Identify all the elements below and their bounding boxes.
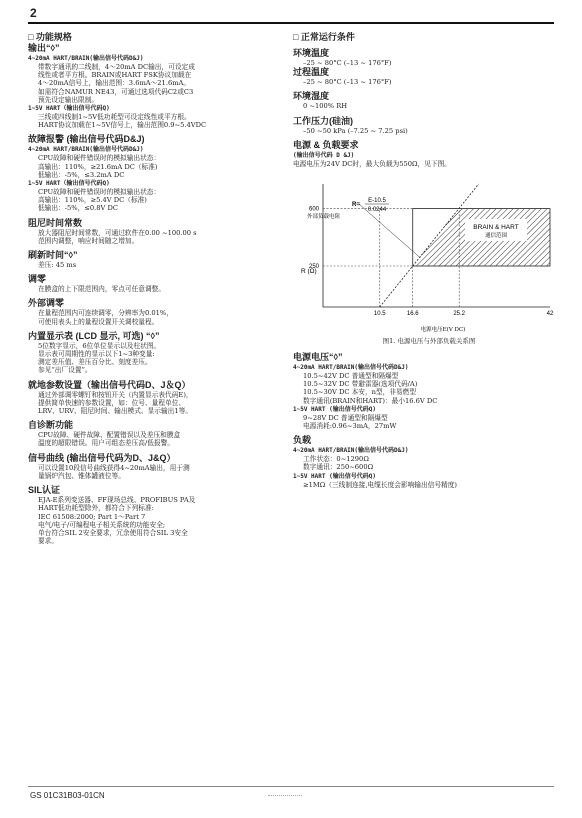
y-axis-title: R (Ω) [301, 268, 317, 276]
body-line: 线性或者平方根。BRAIN或HART FSK协议加载在 [38, 71, 192, 80]
section-heading: □ 功能规格 [28, 32, 72, 42]
body-line: 工作状态：0~1290Ω [303, 455, 369, 464]
body-line: 温度的超限错误。用户可组态差压高/低报警。 [38, 439, 175, 448]
x-tick-label: 42 [546, 311, 554, 318]
body-line: LRV、URV、阻尼时间、输出模式、显示输出1等。 [38, 407, 192, 416]
proc-title: 过程温度 [293, 67, 330, 78]
body-line: 测定差压值、差压百分比、刻度差压。 [38, 358, 152, 367]
body-line: CPU故障、硬件故障、配置错误以及差压和膜盒 [38, 431, 181, 440]
body-line: 10.5~30V DC 本安，n型，非易燃型 [303, 388, 417, 397]
body-line: –25 ~ 80°C (–13 ~ 176°F) [303, 78, 392, 87]
fail-title: 故障报警 (输出信号代码D&J) [28, 134, 145, 145]
body-line: 差压: 45 ms [38, 261, 77, 270]
update-title: 刷新时间“◊” [28, 250, 78, 261]
subheading: 4~20mA HART/BRAIN(输出信号代码D&J) [293, 364, 409, 372]
subheading: (输出信号代码 D &J) [293, 151, 355, 159]
region-sublabel: 通信范围 [484, 233, 508, 240]
amb-title: 环境温度 [293, 48, 330, 58]
left-column [28, 32, 290, 545]
body-line: 参见“出厂设置”。 [38, 366, 92, 375]
body-line: 提供简单快速的参数设置，如：位号、量程单位、 [38, 398, 186, 407]
body-line: 显示表可周期性的显示以下1~3种变量: [38, 350, 155, 359]
load-chart [293, 174, 565, 334]
zero-title: 调零 [28, 274, 47, 285]
diag-title: 自诊断功能 [28, 420, 74, 431]
subheading: 4~20mA HART/BRAIN(输出信号代码D&J) [28, 146, 144, 154]
body-line: 要求。 [38, 537, 59, 546]
page-number: 2 [30, 6, 37, 20]
subheading: 1~5V HART（输出信号代码Q) [28, 180, 110, 188]
region-label: BRAIN & HART [473, 224, 519, 232]
formula-numerator: E-10.5 [368, 198, 386, 205]
body-line: HART协议加载在1~5V信号上，输出范围0.9~5.4VDC [38, 121, 207, 130]
y-tick-label: 250 [308, 264, 319, 271]
subheading: 1~5V HART（输出信号代码Q) [28, 105, 110, 113]
x-tick-label: 25.2 [453, 311, 466, 318]
body-line: 三线或四线制1~5V低功耗型可设定线性或平方根。 [38, 113, 191, 122]
press-title: 工作压力(硅油) [293, 115, 353, 126]
body-line: ≥1MΩ（三线制连接,电缆长度会影响输出信号精度) [303, 480, 458, 489]
body-line: –50 ~50 kPa (–7.25 ~ 7.25 psi) [303, 126, 408, 135]
body-line: 低输出：-5%，≤3.2mA DC [38, 170, 125, 179]
supply-title: 电源电压“◊” [293, 352, 343, 363]
body-line: 数字通讯：250~600Ω [303, 463, 374, 472]
body-line: 带数字通讯的二线制，4～20mA DC输出，可设定成 [38, 63, 195, 71]
y-tick-label: 600 [308, 206, 319, 213]
x-tick-label: 16.6 [406, 311, 419, 318]
subheading: 4~20mA HART/BRAIN(输出信号代码D&J) [293, 447, 409, 455]
body-line: 电气/电子/可编程电子相关系统的功能安全; [38, 520, 166, 529]
body-line: 10.5~42V DC 普通型和隔爆型 [303, 372, 399, 381]
body-line: 量锅炉汽包、锥体罐液位等。 [38, 471, 125, 480]
chart-caption: 图1. 电源电压与外部负载关系图 [382, 337, 476, 346]
body-line: CPU故障和硬件错误时的模拟输出状态： [38, 154, 161, 163]
body-line: 电源消耗:0.96~3mA，27mW [303, 422, 397, 431]
body-line: 高输出：110%，≥21.6mA DC（标准) [38, 162, 158, 171]
hum-title: 环境湿度 [293, 91, 330, 102]
y-side-label: 外部负载电阻 [307, 214, 341, 221]
body-line: 通过外部调零螺钉和按钮开关（内置显示表代码E)， [38, 390, 193, 399]
body-line: HART低功耗型除外，都符合下列标准: [38, 504, 154, 513]
ext-title: 外部调零 [28, 298, 65, 309]
body-line: 范围内调整，响应时间随之增加。 [38, 236, 139, 245]
body-line: 预先设定输出限制。 [38, 95, 99, 104]
x-tick-label: 10.5 [373, 311, 386, 318]
footer-rule [28, 786, 554, 787]
body-line: 如需符合NAMUR NE43，可通过选项代码C2或C3 [38, 87, 194, 96]
body-line: 0 ~100% RH [303, 102, 348, 111]
subheading: 1~5V HART (输出信号代码Q) [293, 405, 376, 413]
footer-doc-id: GS 01C31B03-01CN [30, 791, 105, 800]
local-title: 就地参数设置（输出信号代码D、J＆Q） [28, 379, 191, 390]
body-line: 在量程范围内可连续调零，分辨率为0.01%， [38, 309, 173, 318]
body-line: 4～20mA信号上，输出范围：3.6mA～21.6mA。 [38, 79, 191, 88]
body-line: 数字通讯(BRAIN和HART)：最小16.6V DC [303, 396, 438, 405]
body-line: 高输出：110%，≥5.4V DC（标准) [38, 196, 147, 205]
body-line: 在膜盒的上下限范围内，零点可任意调整。 [38, 285, 166, 294]
body-line: –25 ~ 80°C (–13 ~ 176°F) [303, 59, 392, 67]
body-line: 可以设置10段信号曲线获得4~20mA输出，用于测 [38, 463, 190, 472]
body-line: 9~28V DC 普通型和隔爆型 [303, 413, 388, 422]
body-line: 低输出：-5%，≤0.8V DC [38, 204, 118, 213]
top-rule [28, 22, 554, 24]
body-line: IEC 61508:2000; Part 1～Part 7 [38, 512, 146, 521]
right-column [293, 32, 565, 489]
body-line: 放大器阻尼时间常数，可通过软件在0.00 ~100.00 s [38, 228, 197, 237]
power-title: 电源 & 负载要求 [293, 139, 359, 150]
body-line: 5位数字显示，6位单位显示以及柱状图。 [38, 341, 161, 350]
formula-denominator: 0.0244 [367, 207, 387, 214]
load-title: 负载 [293, 435, 312, 446]
sil-title: SIL认证 [28, 485, 61, 496]
curve-title: 信号曲线 (输出信号代码为D、J&Q） [28, 452, 176, 463]
footer-dots [268, 795, 302, 796]
body-line: 可使用表头上的量程设置开关调校量程。 [38, 317, 159, 326]
damp-title: 阻尼时间常数 [28, 217, 83, 228]
output-title: 输出“◊” [28, 43, 60, 53]
body-line: CPU故障和硬件错误时的模拟输出状态： [38, 188, 161, 197]
x-axis-title: 电源电压E(V DC) [420, 327, 466, 334]
body-line: 电源电压为24V DC时，最大负载为550Ω，见下图。 [293, 159, 451, 168]
body-line: 10.5~32V DC 带避雷器(选项代码/A) [303, 380, 418, 389]
lcd-title: 内置显示表 (LCD 显示, 可选) “◊” [28, 330, 160, 341]
section-heading: □ 正常运行条件 [293, 32, 355, 42]
body-line: EJA-E系列变送器、FF现场总线、PROFIBUS PA及 [38, 496, 196, 505]
load-chart-svg [293, 174, 565, 334]
body-line: 单台符合SIL 2安全要求，冗余使用符合SIL 3安全 [38, 528, 188, 537]
subheading: 4~20mA HART/BRAIN(输出信号代码D&J) [28, 55, 144, 62]
subheading: 1~5V HART (输出信号代码Q) [293, 472, 376, 480]
formula-lhs: R= [352, 202, 360, 209]
